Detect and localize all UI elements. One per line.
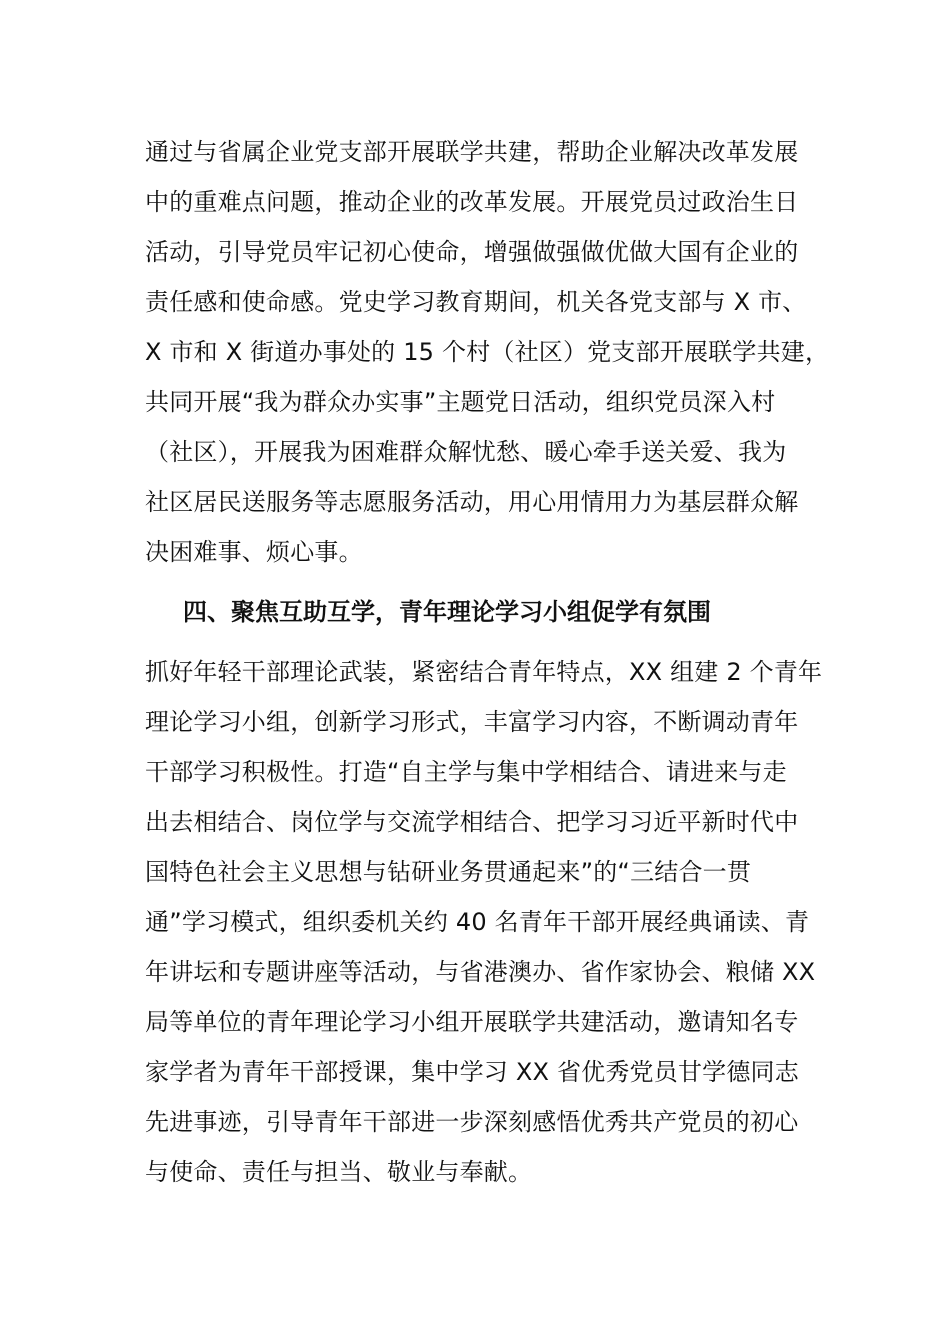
paragraph-1-line-9: 决困难事、烦心事。: [145, 538, 363, 566]
section-heading: 四、聚焦互助互学，青年理论学习小组促学有氛围: [183, 598, 711, 626]
paragraph-1-line-3: 活动，引导党员牢记初心使命，增强做强做优做大国有企业的: [145, 238, 799, 266]
paragraph-2-line-7: 年讲坛和专题讲座等活动，与省港澳办、省作家协会、粮储 XX: [145, 958, 816, 986]
paragraph-2-line-8: 局等单位的青年理论学习小组开展联学共建活动，邀请知名专: [145, 1008, 799, 1036]
paragraph-2-line-2: 理论学习小组，创新学习形式，丰富学习内容，不断调动青年: [145, 708, 799, 736]
paragraph-1-line-6: 共同开展“我为群众办实事”主题党日活动，组织党员深入村: [145, 388, 776, 416]
paragraph-2-line-5: 国特色社会主义思想与钻研业务贯通起来”的“三结合一贯: [145, 858, 752, 886]
paragraph-1-line-5: X 市和 X 街道办事处的 15 个村（社区）党支部开展联学共建，: [145, 338, 830, 366]
paragraph-2-line-4: 出去相结合、岗位学与交流学相结合、把学习习近平新时代中: [145, 808, 799, 836]
paragraph-1-line-1: 通过与省属企业党支部开展联学共建，帮助企业解决改革发展: [145, 138, 799, 166]
paragraph-1-line-4: 责任感和使命感。党史学习教育期间，机关各党支部与 X 市、: [145, 288, 807, 316]
paragraph-2-line-10: 先进事迹，引导青年干部进一步深刻感悟优秀共产党员的初心: [145, 1108, 799, 1136]
paragraph-2-line-9: 家学者为青年干部授课，集中学习 XX 省优秀党员甘学德同志: [145, 1058, 799, 1086]
paragraph-1-line-8: 社区居民送服务等志愿服务活动，用心用情用力为基层群众解: [145, 488, 799, 516]
paragraph-2-line-3: 干部学习积极性。打造“自主学与集中学相结合、请进来与走: [145, 758, 787, 786]
paragraph-1-line-2: 中的重难点问题，推动企业的改革发展。开展党员过政治生日: [145, 188, 799, 216]
paragraph-2-line-6: 通”学习模式，组织委机关约 40 名青年干部开展经典诵读、青: [145, 908, 810, 936]
paragraph-2-line-1: 抓好年轻干部理论武装，紧密结合青年特点，XX 组建 2 个青年: [145, 658, 823, 686]
paragraph-1-line-7: （社区），开展我为困难群众解忧愁、暖心牵手送关爱、我为: [145, 438, 787, 466]
paragraph-2-line-11: 与使命、责任与担当、敬业与奉献。: [145, 1158, 533, 1186]
